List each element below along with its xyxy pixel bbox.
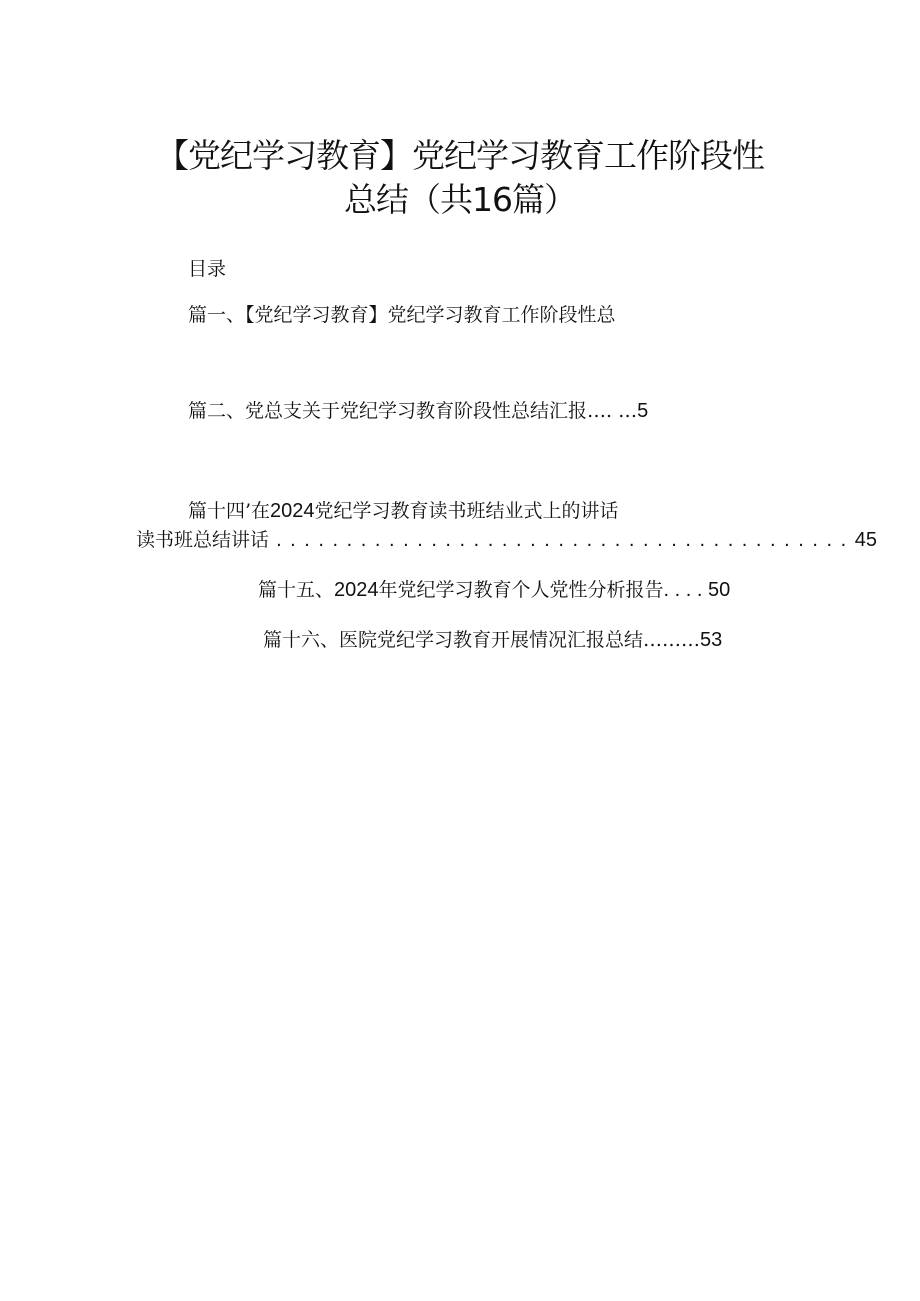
toc-entry-page: 5 bbox=[637, 400, 649, 422]
toc-entry-year: 2024 bbox=[334, 579, 379, 601]
toc-entry-14-line1[interactable] bbox=[188, 498, 619, 524]
toc-entry-text-rest: 年党纪学习教育个人党性分析报告 bbox=[378, 579, 664, 601]
document-title-line1: 【党纪学习教育】党纪学习教育工作阶段性 bbox=[156, 136, 764, 175]
toc-entry-text: 篇二、党总支关于党纪学习教育阶段性总结汇报…. … bbox=[188, 400, 638, 422]
toc-entry-text-prefix: 篇十四’在 bbox=[188, 500, 271, 522]
toc-entry-text: 篇一、【党纪学习教育】党纪学习教育工作阶段性总 bbox=[188, 304, 616, 326]
document-title-line2: 总结（共16篇） bbox=[344, 180, 576, 219]
toc-entry-15[interactable] bbox=[258, 577, 730, 603]
toc-entry-leader: . . . . . . . . . . . . . . . . . . . . . . . . . . . . . . . . . . . . . . . . . bbox=[269, 529, 855, 551]
toc-entry-text: 读书班总结讲话 bbox=[136, 529, 270, 551]
toc-entry-16[interactable] bbox=[263, 627, 722, 653]
toc-entry-1[interactable] bbox=[188, 302, 616, 328]
toc-entry-leader: . . . . bbox=[663, 579, 708, 601]
toc-entry-page: 50 bbox=[707, 579, 731, 601]
toc-heading: 目录 bbox=[188, 258, 227, 280]
toc-entry-page: 53 bbox=[700, 629, 723, 651]
toc-entry-text-rest: 党纪学习教育读书班结业式上的讲话 bbox=[314, 500, 619, 522]
toc-entry-text-prefix: 篇十五、 bbox=[258, 579, 335, 601]
toc-entry-page: 45 bbox=[854, 529, 877, 551]
toc-entry-14-line2[interactable] bbox=[136, 527, 877, 553]
toc-entry-text: 篇十六、医院党纪学习教育开展情况汇报总结……… bbox=[263, 629, 701, 651]
toc-entry-2[interactable] bbox=[188, 398, 648, 424]
toc-entry-year: 2024 bbox=[270, 500, 315, 522]
